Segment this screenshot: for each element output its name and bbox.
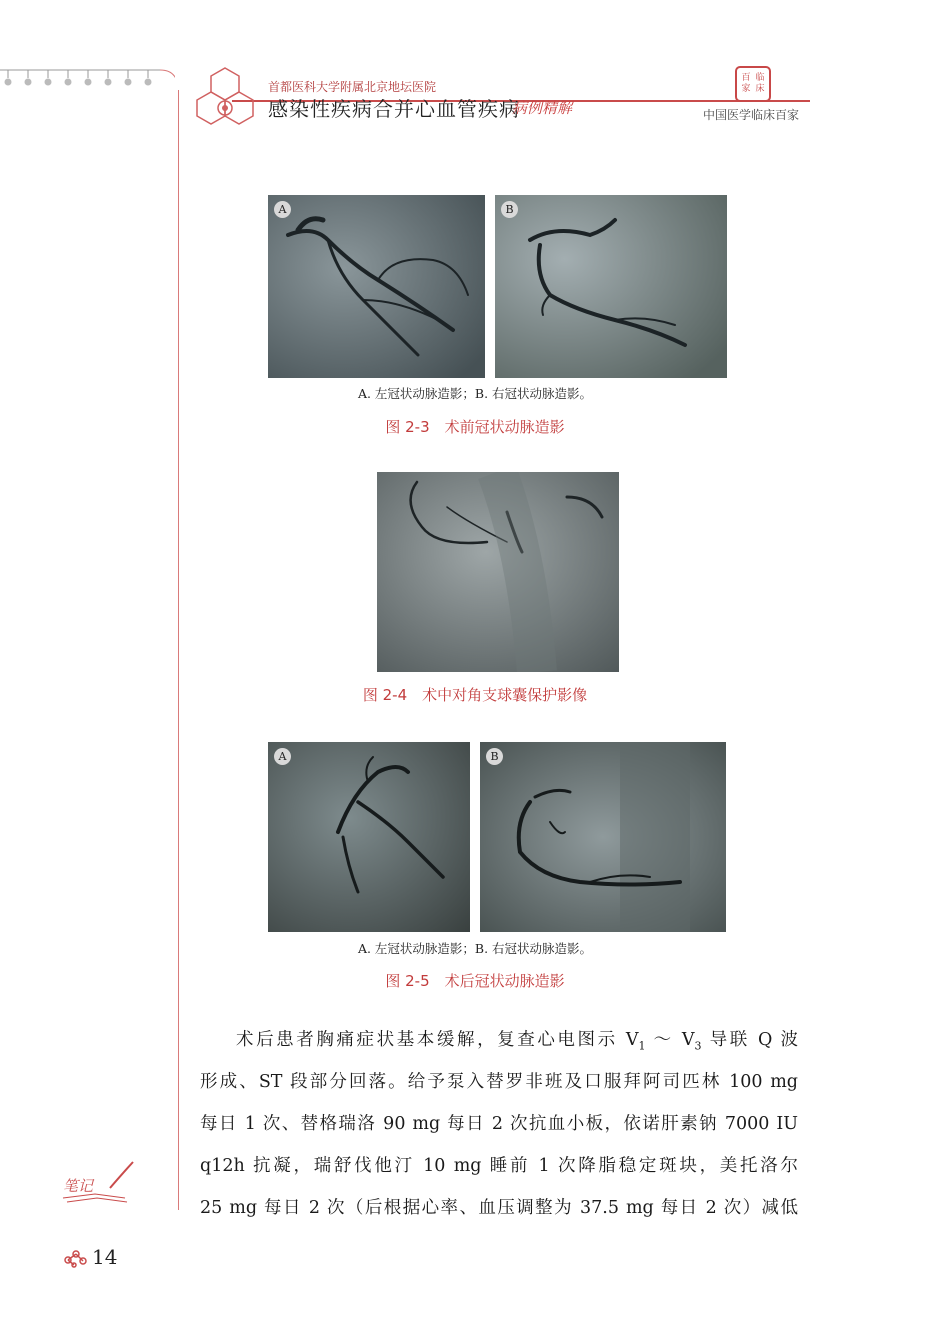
margin-rule [178, 90, 179, 1210]
page-number: 14 [92, 1245, 118, 1269]
paragraph-line: q12h 抗凝，瑞舒伐他汀 10 mg 睡前 1 次降脂稳定斑块，美托洛尔 [200, 1156, 798, 1176]
panel-label-b: B [486, 748, 503, 765]
angiogram-image-fig25-a [268, 742, 470, 932]
figure-panel-caption: A. 左冠状动脉造影；B. 右冠状动脉造影。 [357, 386, 593, 401]
paragraph-line: 25 mg 每日 2 次（后根据心率、血压调整为 37.5 mg 每日 2 次）减低 [200, 1198, 798, 1218]
text-run: ～ V [645, 1030, 695, 1050]
panel-label-b: B [501, 201, 518, 218]
series-name: 中国医学临床百家 [703, 108, 800, 122]
angiogram-image-fig24 [377, 472, 619, 672]
book-subtitle: 病例精解 [512, 99, 573, 117]
figure-title: 图 2-5 术后冠状动脉造影 [385, 972, 565, 990]
seal-char: 临 [755, 73, 765, 83]
seal-char: 床 [755, 84, 765, 94]
subscript: 1 [638, 1039, 646, 1053]
seal-stamp [735, 66, 771, 102]
panel-label-a: A [274, 748, 291, 765]
text-run: 术后患者胸痛症状基本缓解，复查心电图示 V [236, 1030, 639, 1050]
body-paragraph [200, 1019, 798, 1229]
figure-title: 图 2-4 术中对角支球囊保护影像 [362, 686, 588, 704]
paragraph-line [200, 1019, 798, 1061]
figure-panel-caption: A. 左冠状动脉造影；B. 右冠状动脉造影。 [357, 941, 593, 956]
book-title: 感染性疾病合并心血管疾病 [268, 97, 520, 121]
seal-char: 家 [741, 84, 751, 94]
hospital-name: 首都医科大学附属北京地坛医院 [268, 80, 437, 94]
panel-label-a: A [274, 201, 291, 218]
text-run: 导联 Q 波 [701, 1030, 798, 1050]
paragraph-line: 每日 1 次、替格瑞洛 90 mg 每日 2 次抗血小板，依诺肝素钠 7000 IU [200, 1114, 798, 1134]
seal-char: 百 [741, 73, 751, 83]
note-label: 笔记 [63, 1177, 94, 1195]
note-pen-icon [55, 1158, 135, 1208]
angiogram-image-fig25-b [480, 742, 726, 932]
figure-title: 图 2-3 术前冠状动脉造影 [385, 418, 565, 436]
angiogram-image-fig23-b [495, 195, 727, 378]
hexagon-logo-icon [195, 66, 255, 130]
subscript: 3 [694, 1039, 702, 1053]
paragraph-line: 形成、ST 段部分回落。给予泵入替罗非班及口服拜阿司匹林 100 mg [200, 1072, 798, 1092]
angiogram-image-fig23-a [268, 195, 485, 378]
binding-dots-decoration [0, 62, 175, 92]
molecule-icon [62, 1246, 88, 1268]
